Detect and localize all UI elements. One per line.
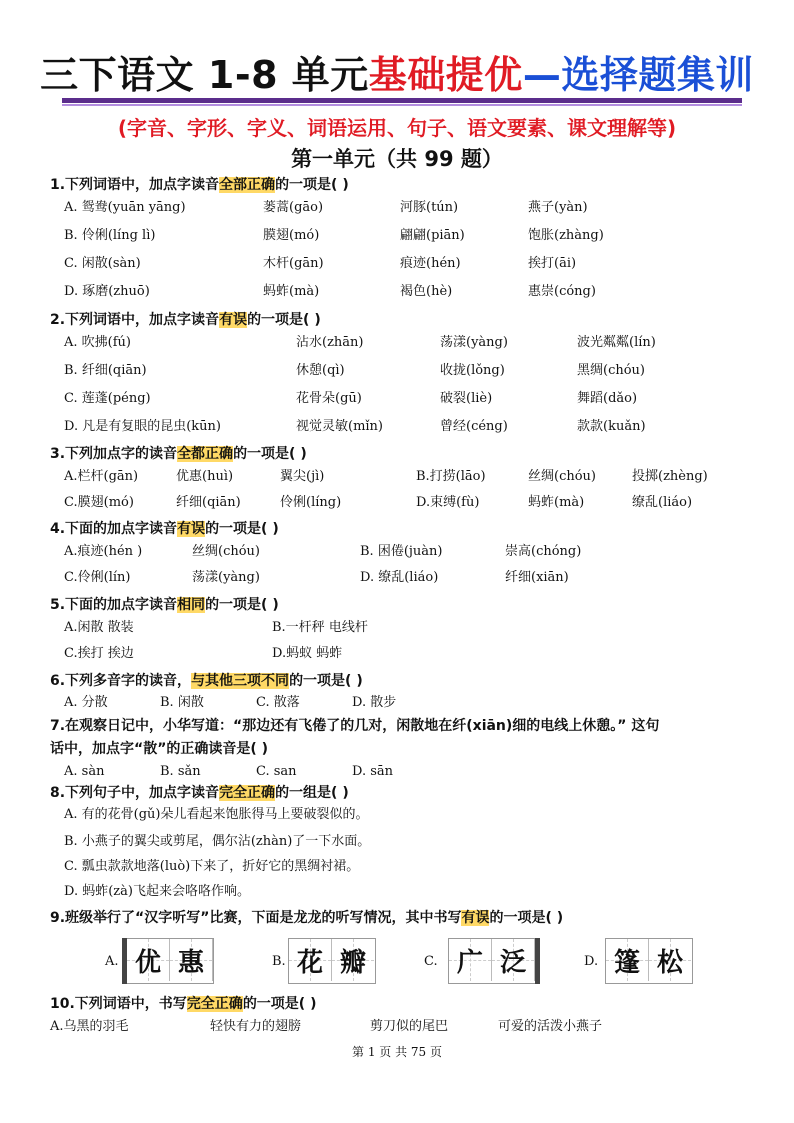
card-edge (535, 938, 540, 984)
question-text: 8.下列句子中，加点字读音 (50, 785, 220, 801)
writing-cell (127, 939, 170, 981)
option: 荡漾(yàng) (192, 570, 260, 585)
option[interactable]: D. 琢磨(zhuō) (64, 284, 150, 299)
option[interactable]: C. 闲散(sàn) (64, 256, 141, 271)
writing-card-c[interactable] (448, 938, 536, 984)
option: 缭乱(liáo) (632, 495, 693, 510)
option[interactable]: A.栏杆(gān) (64, 469, 139, 484)
option[interactable]: A. 有的花骨(gǔ)朵儿看起来饱胀得马上要破裂似的。 (64, 807, 369, 822)
highlight: 完全正确 (219, 785, 276, 801)
handwritten-char: 广 (456, 947, 483, 978)
question-text: 4.下面的加点字读音 (50, 521, 178, 537)
title-part-b: 基础提优 (368, 53, 523, 97)
card-edge (122, 938, 127, 984)
option: 翼尖(jì) (280, 469, 325, 484)
title-underline-light (62, 104, 742, 106)
option[interactable]: C. san (256, 764, 297, 779)
option: 伶俐(líng) (280, 495, 342, 510)
question-text: 的一项是( ) (205, 521, 279, 537)
highlight: 全都正确 (177, 446, 234, 462)
option[interactable]: D. 散步 (352, 695, 397, 710)
option: 破裂(liè) (440, 391, 493, 406)
writing-cell (606, 939, 649, 981)
option: 燕子(yàn) (528, 200, 588, 215)
writing-cell (332, 939, 374, 981)
writing-card-d[interactable] (605, 938, 693, 984)
option: 优惠(huì) (176, 469, 234, 484)
option[interactable]: A.乌黑的羽毛 (50, 1019, 129, 1034)
option: 惠崇(cóng) (528, 284, 596, 299)
page-title-wrap (0, 52, 794, 98)
question-3 (50, 444, 307, 464)
question-9 (50, 908, 563, 928)
title-underline (62, 98, 742, 103)
option: 视觉灵敏(mǐn) (296, 419, 384, 434)
option: 荡漾(yàng) (440, 335, 508, 350)
question-10 (50, 994, 316, 1014)
unit-heading: 第一单元（共 99 题） (291, 147, 503, 171)
writing-cell (649, 939, 691, 981)
option[interactable]: A. sàn (64, 764, 105, 779)
question-text: 2.下列词语中，加点字读音 (50, 312, 220, 328)
option[interactable]: C. 散落 (256, 695, 300, 710)
writing-cell (449, 939, 492, 981)
option[interactable]: C.挨打 挨边 (64, 646, 134, 661)
handwritten-char: 篷 (613, 947, 640, 978)
option: 痕迹(hén) (400, 256, 461, 271)
handwritten-char: 松 (656, 947, 683, 978)
handwritten-char: 优 (134, 947, 161, 978)
question-7-line-1: 7.在观察日记中，小华写道：“那边还有飞倦了的几对，闲散地在纤(xiān)细的电线上休憩。” 这句 (50, 718, 660, 734)
question-8 (50, 783, 349, 803)
option[interactable]: C.伶俐(lín) (64, 570, 131, 585)
option[interactable]: D. 凡是有复眼的昆虫(kūn) (64, 419, 221, 434)
question-text: 的一项是( ) (242, 996, 317, 1012)
question-1 (50, 175, 349, 195)
option: 收拢(lǒng) (440, 363, 505, 378)
option: 沾水(zhān) (296, 335, 364, 350)
subtitle: (字音、字形、字义、词语运用、句子、语文要素、课文理解等) (117, 116, 677, 140)
option[interactable]: A. 分散 (64, 695, 108, 710)
option: 蚂蚱(mà) (263, 284, 320, 299)
option[interactable]: B.一杆秤 电线杆 (272, 620, 368, 635)
option[interactable]: B. 困倦(juàn) (360, 544, 443, 559)
option[interactable]: D. 蚂蚱(zà)飞起来会咯咯作响。 (64, 884, 250, 899)
option[interactable]: D. sān (352, 764, 394, 779)
question-text: 的一项是( ) (233, 446, 307, 462)
highlight: 相同 (177, 597, 206, 613)
option: 丝绸(chóu) (528, 469, 596, 484)
highlight: 有误 (219, 312, 248, 328)
question-text: 的一项是( ) (289, 673, 363, 689)
question-text: 的一项是( ) (489, 910, 564, 926)
writing-card-a[interactable] (126, 938, 214, 984)
option[interactable]: A.闲散 散装 (64, 620, 134, 635)
option[interactable]: C.膜翅(mó) (64, 495, 134, 510)
option: 舞蹈(dǎo) (577, 391, 638, 406)
question-5 (50, 595, 279, 615)
handwritten-char: 惠 (177, 947, 204, 978)
writing-cell (492, 939, 535, 981)
option[interactable]: B. 小燕子的翼尖或剪尾，偶尔沾(zhàn)了一下水面。 (64, 834, 371, 849)
option-label[interactable]: C. (424, 954, 438, 969)
question-text: 的一项是( ) (247, 312, 321, 328)
option: 膜翅(mó) (263, 228, 320, 243)
option[interactable]: D.束缚(fù) (416, 495, 480, 510)
highlight: 有误 (461, 910, 490, 926)
writing-card-b[interactable] (288, 938, 376, 984)
page-footer: 第 1 页 共 75 页 (352, 1045, 442, 1059)
option[interactable]: A. 吹拂(fú) (64, 335, 131, 350)
title-part-c: — (522, 53, 562, 97)
option: 崇高(chóng) (505, 544, 582, 559)
page-title (40, 52, 754, 98)
question-text: 3.下列加点字的读音 (50, 446, 178, 462)
option: 挨打(āi) (528, 256, 577, 271)
question-text: 5.下面的加点字读音 (50, 597, 178, 613)
option: 剪刀似的尾巴 (370, 1019, 449, 1034)
option: 款款(kuǎn) (577, 419, 646, 434)
option: 木杆(gān) (263, 256, 324, 271)
handwritten-char: 瓣 (339, 947, 366, 978)
highlight: 与其他三项不同 (191, 673, 290, 689)
option[interactable]: A.痕迹(hén ) (64, 544, 143, 559)
option[interactable]: C. 瓢虫款款地落(luò)下来了，折好它的黑绸衬裙。 (64, 859, 360, 874)
option: 波光粼粼(lín) (577, 335, 656, 350)
option[interactable]: B. 伶俐(líng lì) (64, 228, 156, 243)
option: 花骨朵(gū) (296, 391, 362, 406)
handwritten-char: 花 (296, 947, 323, 978)
option-label[interactable]: A. (105, 954, 119, 969)
option: 丝绸(chóu) (192, 544, 260, 559)
option[interactable]: B.打捞(lāo) (416, 469, 486, 484)
writing-cell (289, 939, 332, 981)
writing-cell (170, 939, 213, 981)
option: 蚂蚱(mà) (528, 495, 585, 510)
option: 褐色(hè) (400, 284, 453, 299)
option: 黑绸(chóu) (577, 363, 645, 378)
option: 翩翩(piān) (400, 228, 465, 243)
title-part-a: 三下语文 1-8 单元 (40, 53, 369, 97)
question-text: 6.下列多音字的读音， (50, 673, 192, 689)
option: 河豚(tún) (400, 200, 459, 215)
highlight: 全部正确 (219, 177, 276, 193)
question-4 (50, 519, 279, 539)
option: 纤细(xiān) (505, 570, 569, 585)
option: 可爱的活泼小燕子 (498, 1019, 603, 1034)
option: 轻快有力的翅膀 (210, 1019, 302, 1034)
option[interactable]: B. sǎn (160, 764, 201, 779)
question-text: 10.下列词语中，书写 (50, 996, 187, 1012)
option-label[interactable]: B. (272, 954, 286, 969)
title-part-d: 选择题集训 (561, 53, 754, 97)
highlight: 完全正确 (186, 996, 243, 1012)
option: 曾经(céng) (440, 419, 508, 434)
option: 休憩(qì) (296, 363, 345, 378)
option[interactable]: B. 闲散 (160, 695, 204, 710)
option[interactable]: A. 鸳鸯(yuān yāng) (64, 200, 186, 215)
option[interactable]: B. 纤细(qiān) (64, 363, 147, 378)
option-label[interactable]: D. (584, 954, 599, 969)
option: 纤细(qiān) (176, 495, 241, 510)
highlight: 有误 (177, 521, 206, 537)
question-text: 9.班级举行了“汉字听写”比赛，下面是龙龙的听写情况，其中书写 (50, 910, 462, 926)
question-text: 1.下列词语中，加点字读音 (50, 177, 220, 193)
question-6 (50, 671, 363, 691)
handwritten-char: 泛 (499, 947, 526, 978)
question-text: 的一项是( ) (205, 597, 279, 613)
question-7-line-2: 话中，加点字“散”的正确读音是( ) (50, 741, 269, 757)
question-text: 的一组是( ) (275, 785, 349, 801)
option[interactable]: C. 莲蓬(péng) (64, 391, 151, 406)
question-2 (50, 310, 321, 330)
option: 投掷(zhèng) (632, 469, 708, 484)
option[interactable]: D.蚂蚁 蚂蚱 (272, 646, 343, 661)
option[interactable]: D. 缭乱(liáo) (360, 570, 439, 585)
option: 蒌蒿(gāo) (263, 200, 324, 215)
option: 饱胀(zhàng) (528, 228, 604, 243)
question-text: 的一项是( ) (275, 177, 349, 193)
